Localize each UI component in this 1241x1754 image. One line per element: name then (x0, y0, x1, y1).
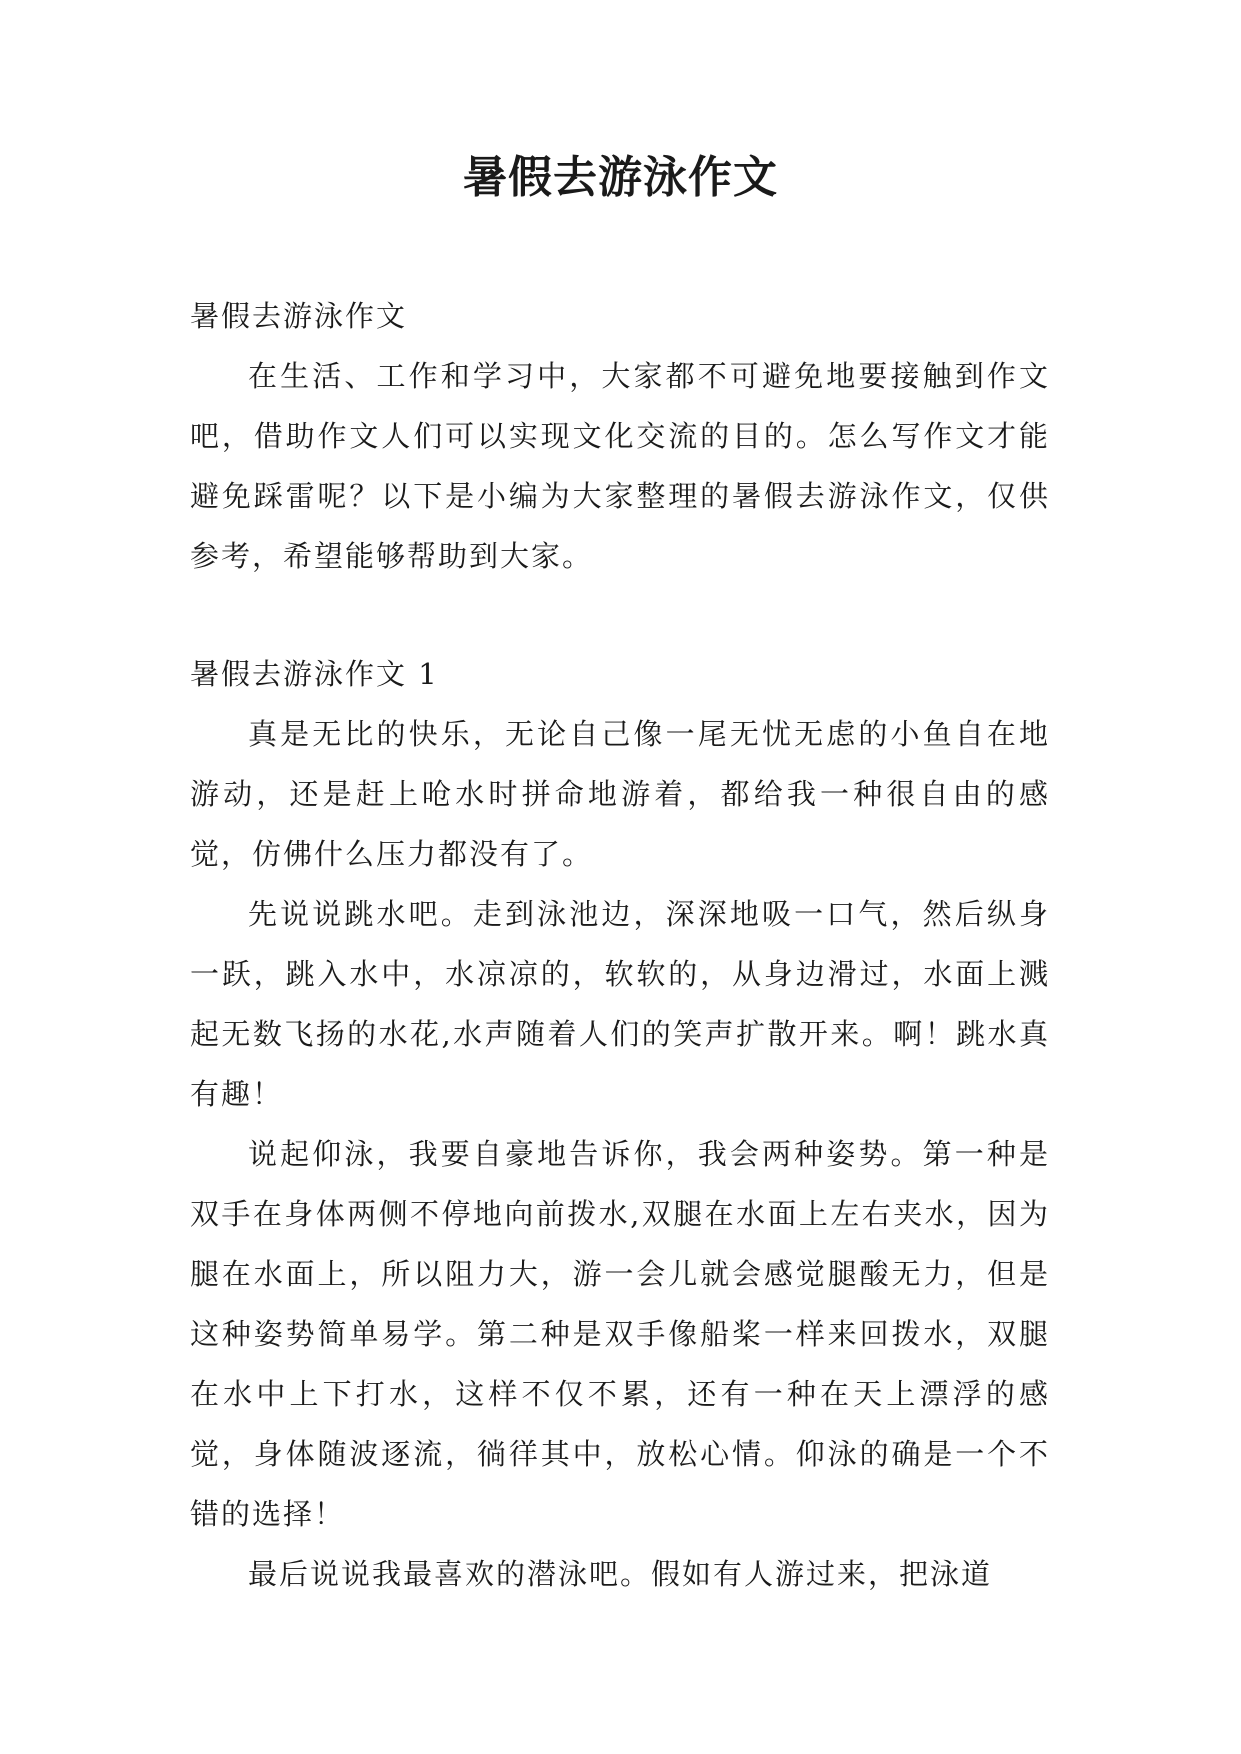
body-paragraph: 说起仰泳，我要自豪地告诉你，我会两种姿势。第一种是双手在身体两侧不停地向前拨水,双腿在水面上左右夹水，因为腿在水面上，所以阻力大，游一会儿就会感觉腿酸无力，但是这种姿势简单易学。第二种是双手像船桨一样来回拨水，双腿在水中上下打水，这样不仅不累，还有一种在天上漂浮的感觉，身体随波逐流，徜徉其中，放松心情。仰泳的确是一个不错的选择！ (190, 1137, 1050, 1531)
intro-paragraph: 在生活、工作和学习中，大家都不可避免地要接触到作文吧，借助作文人们可以实现文化交流的目的。怎么写作文才能避免踩雷呢？以下是小编为大家整理的暑假去游泳作文，仅供参考，希望能够帮助到大家。 (190, 359, 1050, 573)
section-heading: 暑假去游泳作文 1 (190, 657, 439, 691)
body-paragraph: 真是无比的快乐，无论自己像一尾无忧无虑的小鱼自在地游动，还是赶上呛水时拼命地游着，都给我一种很自由的感觉，仿佛什么压力都没有了。 (190, 717, 1050, 871)
intro-heading: 暑假去游泳作文 (190, 299, 408, 333)
section-spacer (190, 586, 1050, 644)
body-paragraph: 先说说跳水吧。走到泳池边，深深地吸一口气，然后纵身一跃，跳入水中，水凉凉的，软软的，从身边滑过，水面上溅起无数飞扬的水花,水声随着人们的笑声扩散开来。啊！跳水真有趣！ (190, 897, 1050, 1111)
document-body (190, 286, 1050, 1604)
body-paragraph: 最后说说我最喜欢的潜泳吧。假如有人游过来，把泳道 (248, 1557, 993, 1591)
document-title: 暑假去游泳作文 (463, 152, 778, 203)
